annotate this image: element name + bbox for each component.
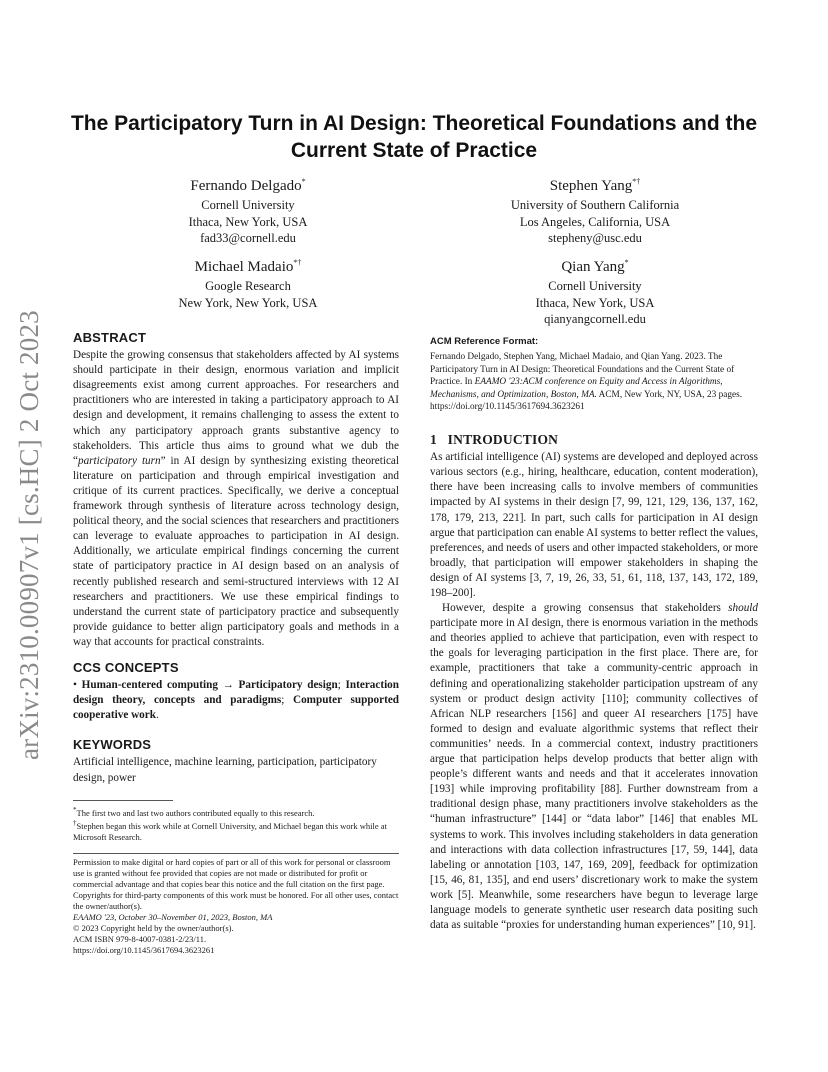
author-block — [470, 172, 720, 247]
keywords-text: Artificial intelligence, machine learning, participation, participatory design, power — [73, 756, 377, 784]
footnote-mark: * — [73, 805, 77, 814]
ccs-sep: ; — [281, 694, 293, 707]
acm-ref-text — [430, 351, 758, 414]
abstract-text — [73, 348, 399, 650]
intro-paragraph-1: As artificial intelligence (AI) systems are developed and deployed across various sectors (e.g., hiring, healthcare, education, content moderation), there have been increasing calls to involve members of communities impacted by AI systems in their design [7, 99, 121, 129, 136, 137, 162, 178, 179, 213, 221]. In part, such calls for participation in AI design argue that participation can enable AI systems to better reflect the values, preferences, and needs of users and other impacted stakeholders, or more broadly, that participation will empower stakeholders in shaping the design of AI systems [3, 7, 19, 26, 33, 51, 61, 118, 137, 143, 172, 189, 198–200]. — [430, 451, 758, 599]
author-name: Michael Madaio — [194, 259, 294, 275]
author-email[interactable]: stepheny@usc.edu — [548, 231, 642, 245]
intro-p2-b: participate more in AI design, there is enormous variation in the methods and theories applied to achieve that participation, even with respect to the goals for leveraging participation in the first place. There are, for example, practitioners that take a community-centric approach in defining and operationalizing stakeholder participation upstream of any system or product design activity [110]; community collectives of African NLP researchers [156] and queer AI researchers [175] have formed to design and evaluate algorithmic systems that reflect their communities’ needs. In a commercial context, industry practitioners argue that participation helps develop products that better align with people’s different wants and needs and that it accelerates innovation [193] while improving profitability [88]. Further downstream from a traditional design phase, many practitioners involve stakeholders as the “human infrastructure” [144] or “data labor” [146] that enables ML systems to work. This involves including stakeholders in data generation and interactions with data collection infrastructures [17, 59, 144], data labeling or annotation [103, 147, 169, 209], feedback for optimization [15, 46, 81, 135], and end users’ discretionary work to make the system work [5]. Meanwhile, some researchers have begun to leverage large language models to generate synthetic user research data positing such data as suitable “proxies for understanding human experiences” [10, 91]. — [430, 617, 758, 932]
ccs-heading: CCS CONCEPTS — [73, 659, 179, 675]
keywords-section — [73, 737, 399, 785]
introduction-section — [430, 432, 758, 933]
footnote-2 — [73, 818, 399, 843]
ccs-item: Human-centered computing → Participatory design — [81, 679, 338, 692]
ccs-text — [73, 678, 399, 723]
author-location: Ithaca, New York, USA — [188, 214, 308, 229]
paper-title: The Participatory Turn in AI Design: Theoretical Foundations and the Current State of Practice — [70, 112, 758, 162]
ccs-section — [73, 660, 399, 723]
introduction-heading: 1 INTRODUCTION — [430, 432, 559, 448]
author-block — [148, 172, 348, 247]
intro-p2-emphasis: should — [728, 602, 758, 615]
permission-copyright: © 2023 Copyright held by the owner/author(s). — [73, 923, 234, 934]
intro-p2-a: However, despite a growing consensus that stakeholders — [442, 602, 729, 615]
author-name: Qian Yang — [561, 259, 625, 275]
author-mark: * — [301, 177, 306, 186]
acm-ref-venue: EAAMO '23:ACM conference on Equity and Access in Algorithms, Mechanisms, and Optimization, Boston, MA. — [430, 377, 723, 400]
permission-isbn: ACM ISBN 979-8-4007-0381-2/23/11. — [73, 934, 207, 945]
author-mark: *† — [293, 258, 302, 267]
author-email[interactable]: fad33@cornell.edu — [200, 231, 296, 245]
left-column — [73, 330, 399, 956]
author-affiliation: University of Southern California — [510, 198, 680, 212]
author-affiliation: Cornell University — [548, 279, 642, 293]
intro-paragraph-2 — [430, 601, 758, 933]
footnote-text: Stephen began this work while at Cornell University, and Michael began this work while at Microsoft Research. — [73, 821, 387, 843]
permission-text: Permission to make digital or hard copies of part or all of this work for personal or classroom use is granted without fee provided that copies are not made or distributed for profit or commercial advantage and that copies bear this notice and the full citation on the first page. Copyrights for third-party components of this work must be honored. For all other uses, contact the owner/author(s). — [73, 857, 399, 912]
ccs-item: Computer supported cooperative work — [73, 694, 400, 722]
acm-ref-text-a: Fernando Delgado, Stephen Yang, Michael Madaio, and Qian Yang. 2023. The Participatory Turn in AI Design: Theoretical Foundations and the Current State of Practice. In — [430, 352, 735, 388]
author-mark: * — [624, 258, 629, 267]
footnote-text: The first two and last two authors contributed equally to this research. — [76, 807, 315, 818]
author-location: New York, New York, USA — [178, 295, 318, 310]
ccs-end: . — [155, 709, 159, 722]
author-email[interactable]: qianyangcornell.edu — [544, 312, 646, 326]
author-affiliation: Cornell University — [201, 198, 295, 212]
author-location: Ithaca, New York, USA — [535, 295, 655, 310]
right-column — [430, 334, 758, 933]
author-name: Stephen Yang — [549, 178, 633, 194]
ccs-item: Interaction design theory, concepts and paradigms — [73, 679, 399, 707]
permission-block — [73, 853, 399, 956]
permission-doi[interactable]: https://doi.org/10.1145/3617694.3623261 — [73, 945, 215, 956]
abstract-emphasis: participatory turn — [77, 454, 161, 467]
venue-text: EAAMO '23, October 30–November 01, 2023, Boston, MA — [73, 912, 273, 923]
author-block — [148, 253, 348, 311]
footnote-mark: † — [73, 819, 77, 828]
ccs-bullet: • — [73, 679, 77, 692]
author-name: Fernando Delgado — [190, 178, 302, 194]
acm-ref-heading: ACM Reference Format: — [430, 336, 539, 347]
abstract-heading: ABSTRACT — [73, 330, 147, 345]
arxiv-stamp: arXiv:2310.00907v1 [cs.HC] 2 Oct 2023 — [14, 310, 44, 760]
abstract-text-a: Despite the growing consensus that stakeholders affected by AI systems should participate in their design, enormous variation and implicit disagreements exist among current approaches. For researchers and practitioners who are interested in taking a participatory approach to AI design and development, it remains challenging to assess the extent to which any participatory approach grants substantive agency to stakeholders. This article thus aims to ground what we dub the “ — [73, 349, 399, 467]
permission-venue — [73, 912, 399, 923]
author-affiliation: Google Research — [205, 279, 291, 293]
footnotes — [73, 805, 399, 844]
author-location: Los Angeles, California, USA — [519, 214, 671, 229]
ccs-sep: ; — [337, 679, 346, 692]
footnote-1 — [73, 805, 399, 819]
author-block — [470, 253, 720, 328]
abstract-text-b: ” in AI design by synthesizing existing theoretical literature on participation and through empirical investigation and critique of its current practices. Specifically, we derive a conceptual framework through synthesis of literature across technology design, political theory, and the social sciences that researchers and practitioners can leverage to evaluate approaches to participation in AI design. Additionally, we articulate empirical findings concerning the current state of participatory practice in AI design based on an analysis of recently published research and semi-structured interviews with 12 AI researchers and practitioners. We use these empirical findings to understand the current state of participatory practice and subsequently provide guidance to better align participatory goals and methods in a way that accounts for practical constraints. — [73, 454, 399, 648]
author-mark: *† — [632, 177, 641, 186]
acm-ref-text-b: ACM, New York, NY, USA, 23 pages. https://doi.org/10.1145/3617694.3623261 — [430, 389, 743, 413]
keywords-heading: KEYWORDS — [73, 737, 152, 753]
footnote-rule — [73, 800, 173, 801]
